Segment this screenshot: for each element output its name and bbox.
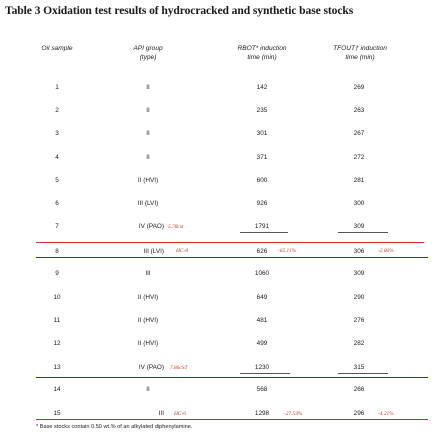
- rbot-cell: 142: [256, 84, 268, 91]
- rbot-cell: 371: [256, 154, 268, 161]
- api-cell: II (HVI): [137, 317, 159, 324]
- tfout-cell: 296: [353, 410, 365, 417]
- rbot-cell: 1060: [254, 270, 270, 277]
- red-separator-top: [36, 242, 424, 243]
- api-cell: III: [158, 410, 164, 417]
- oil-cell: 2: [55, 107, 59, 114]
- api-cell: II (HVI): [137, 294, 159, 301]
- tfout-annotation: -4.21%: [378, 411, 394, 417]
- oil-cell: 12: [53, 340, 61, 347]
- header-oil-label: Oil sample: [41, 45, 73, 52]
- tfout-cell: 309: [353, 270, 365, 277]
- api-cell: II: [146, 154, 150, 161]
- oil-cell: 8: [55, 248, 59, 255]
- tfout-annotation: -2.86%: [378, 248, 394, 254]
- header-oil-sample: [34, 44, 80, 53]
- tfout-cell: 276: [353, 317, 365, 324]
- api-cell: IV (PAO): [138, 223, 164, 230]
- rbot-cell: 568: [256, 386, 268, 393]
- tfout-cell: 266: [353, 386, 365, 393]
- api-annotation: HC-6: [174, 411, 186, 417]
- api-cell: II: [146, 130, 150, 137]
- header-api-label: API group: [133, 45, 163, 52]
- tfout-cell: 309: [353, 223, 365, 230]
- table-title: Table 3 Oxidation test results of hydrocracked and synthetic base stocks: [5, 4, 354, 17]
- oil-cell: 15: [53, 410, 61, 417]
- underline-rbot-row13: [240, 373, 290, 374]
- red-separator-bottom: [36, 419, 428, 420]
- rbot-cell: 301: [256, 130, 268, 137]
- underline-tfout-row7: [338, 232, 388, 233]
- rbot-cell: 235: [256, 107, 268, 114]
- tfout-cell: 315: [353, 364, 365, 371]
- oil-cell: 9: [55, 270, 59, 277]
- underline-tfout-row13: [338, 373, 388, 374]
- api-cell: II: [146, 107, 150, 114]
- header-tfout-label: TFOUT† induction: [333, 45, 387, 52]
- api-cell: II (HVI): [137, 177, 159, 184]
- oil-cell: 11: [53, 317, 61, 324]
- api-cell: II: [146, 386, 150, 393]
- oil-cell: 3: [55, 130, 59, 137]
- oil-cell: 5: [55, 177, 59, 184]
- oil-cell: 1: [55, 84, 59, 91]
- tfout-cell: 263: [353, 107, 365, 114]
- header-api-group: [108, 44, 188, 62]
- rbot-annotation: -27.53%: [284, 411, 303, 417]
- rbot-cell: 600: [256, 177, 268, 184]
- tfout-cell: 267: [353, 130, 365, 137]
- api-annotation: 7.86cST: [170, 365, 188, 371]
- oil-cell: 14: [53, 386, 61, 393]
- api-cell: III: [145, 270, 151, 277]
- rbot-cell: 626: [256, 248, 268, 255]
- tfout-cell: 281: [353, 177, 365, 184]
- oil-cell: 10: [53, 294, 61, 301]
- oil-cell: 4: [55, 154, 59, 161]
- blue-separator-row8: [36, 257, 428, 258]
- blue-separator-row13: [36, 377, 428, 378]
- oil-cell: 13: [53, 364, 61, 371]
- rbot-cell: 1230: [254, 364, 270, 371]
- header-rbot-label: RBOT* induction: [237, 45, 287, 52]
- tfout-cell: 300: [353, 200, 365, 207]
- api-cell: III (LVI): [143, 248, 164, 255]
- tfout-cell: 272: [353, 154, 365, 161]
- rbot-cell: 926: [256, 200, 268, 207]
- oil-cell: 7: [55, 223, 59, 230]
- rbot-cell: 499: [256, 340, 268, 347]
- api-annotation: HC-8: [176, 248, 188, 254]
- api-cell: IV (PAO): [138, 364, 164, 371]
- tfout-cell: 306: [353, 248, 365, 255]
- tfout-cell: 282: [353, 340, 365, 347]
- underline-rbot-row7: [240, 232, 288, 233]
- oil-cell: 6: [55, 200, 59, 207]
- rbot-cell: 481: [256, 317, 268, 324]
- header-rbot-sublabel: time (min): [247, 54, 277, 61]
- tfout-cell: 269: [353, 84, 365, 91]
- header-tfout: [318, 44, 402, 62]
- rbot-annotation: -65.11%: [278, 248, 297, 254]
- header-tfout-sublabel: time (min): [345, 54, 375, 61]
- api-cell: II: [146, 84, 150, 91]
- rbot-cell: 1298: [254, 410, 270, 417]
- header-rbot: [222, 44, 302, 62]
- rbot-cell: 1791: [254, 223, 270, 230]
- table-footnote: * Base stocks contain 0.50 wt.% of an alkylated diphenylamine.: [36, 424, 193, 430]
- api-annotation: 5.78cst: [168, 224, 184, 230]
- api-cell: II (HVI): [137, 340, 159, 347]
- rbot-cell: 649: [256, 294, 268, 301]
- api-cell: III (LVI): [137, 200, 159, 207]
- tfout-cell: 290: [353, 294, 365, 301]
- header-api-sublabel: (type): [139, 54, 157, 61]
